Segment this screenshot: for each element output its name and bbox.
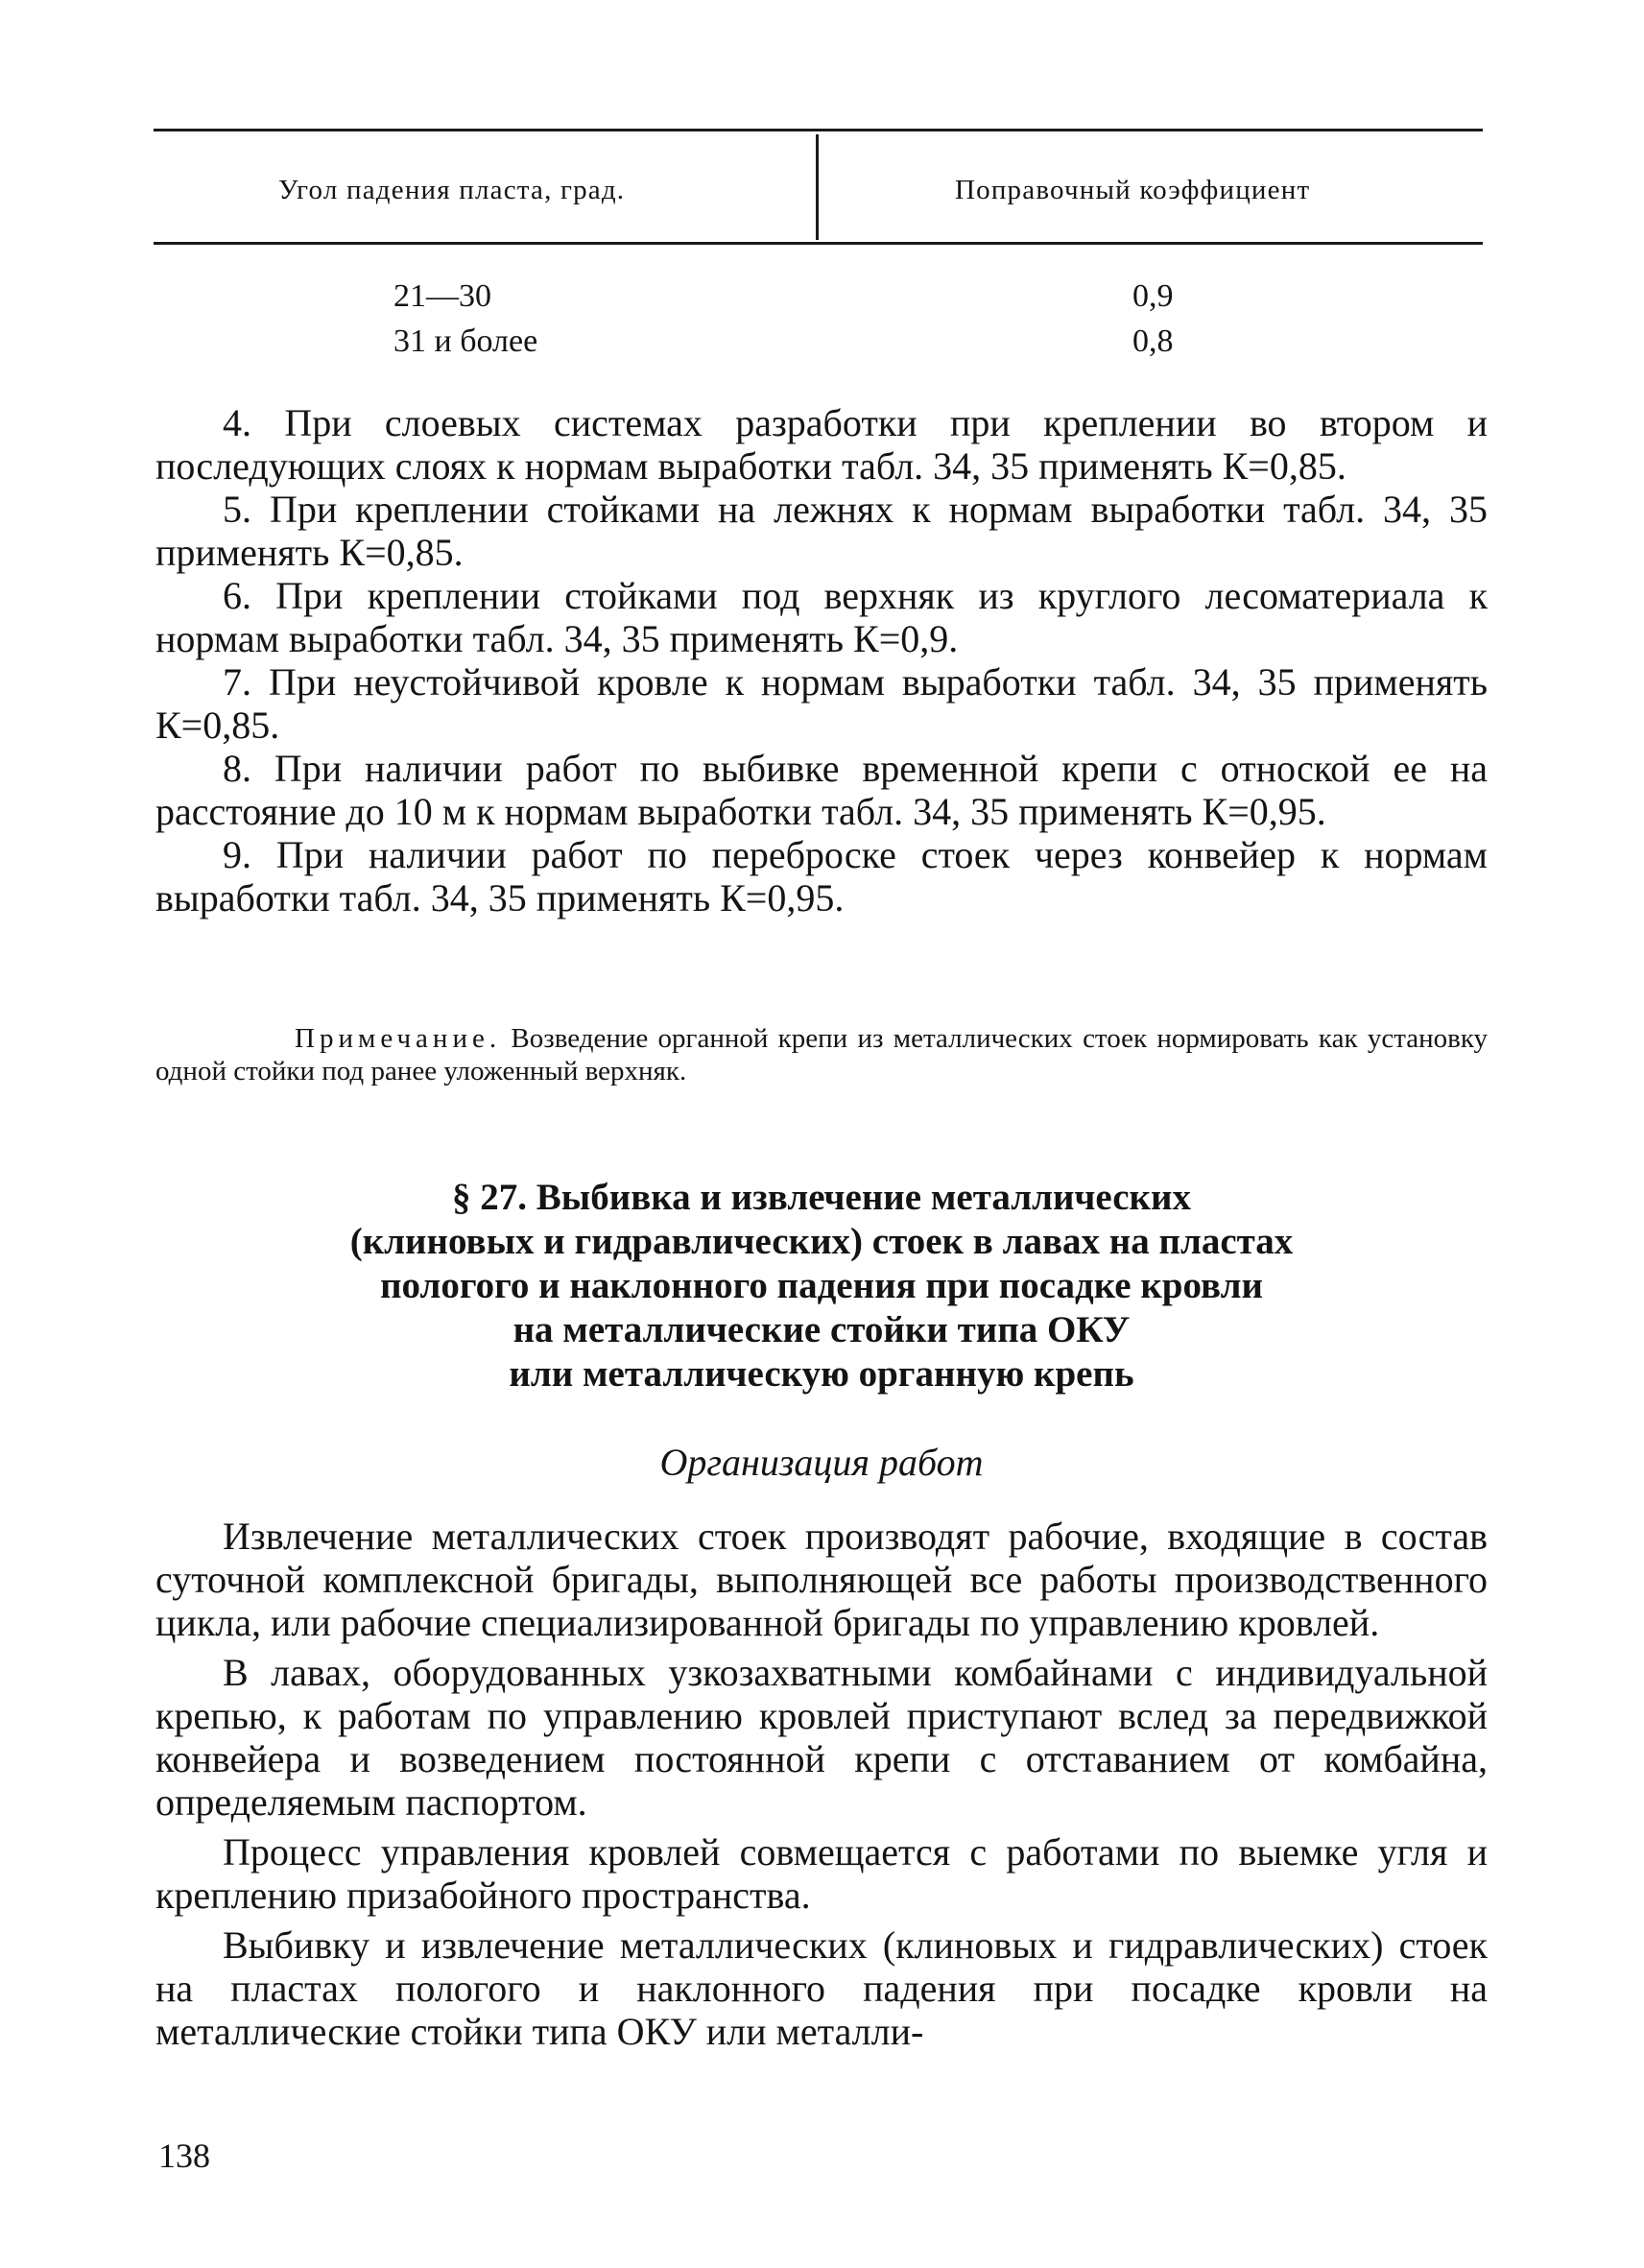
table-cell-angle: 21—30 <box>393 278 491 314</box>
numbered-items <box>155 401 1488 919</box>
section-subtitle: Организация работ <box>659 1441 984 1484</box>
table-top-rule <box>154 129 1483 131</box>
item-8: 8. При наличии работ по выбивке временной крепи с отноской ее на расстояние до 10 м к нормам выработки табл. 34, 35 применять К=0,95. <box>155 747 1488 833</box>
body-paragraph: В лавах, оборудованных узкозахватными комбайнами с индивидуальной крепью, к работам по управлению кровлей приступают вслед за передвижкой конвейера и возведением постоянной крепи с отставанием от комбайна, определяемым паспортом. <box>155 1651 1488 1824</box>
note <box>155 1022 1488 1087</box>
table-cell-angle: 31 и более <box>393 323 538 359</box>
item-4: 4. При слоевых системах разработки при креплении во втором и последующих слоях к нормам выработки табл. 34, 35 применять К=0,85. <box>155 401 1488 488</box>
heading-line: пологого и наклонного падения при посадке кровли <box>380 1265 1263 1306</box>
table-header-angle: Угол падения пласта, град. <box>278 175 626 205</box>
table-header-rule <box>154 242 1483 245</box>
heading-line: на металлические стойки типа ОКУ <box>512 1309 1131 1350</box>
item-6: 6. При креплении стойками под верхняк из круглого лесоматериала к нормам выработки табл. 34, 35 применять К=0,9. <box>155 574 1488 660</box>
table-header-coefficient: Поправочный коэффициент <box>955 175 1311 205</box>
body-paragraph: Процесс управления кровлей совмещается с работами по выемке угля и креплению призабойного пространства. <box>155 1830 1488 1917</box>
table-cell-coefficient: 0,8 <box>1132 323 1174 359</box>
body-text <box>155 1515 1488 2060</box>
note-label: Примечание. <box>295 1023 502 1054</box>
body-paragraph: Извлечение металлических стоек производят рабочие, входящие в состав суточной комплексной бригады, выполняющей все работы производственного цикла, или рабочие специализированной бригады по управлению кровлей. <box>155 1515 1488 1644</box>
heading-line: или металлическую органную крепь <box>509 1353 1134 1395</box>
note-text: Возведение органной крепи из металлических стоек нормировать как установку одной стойки под ранее уложенный верхняк. <box>155 1023 1489 1086</box>
heading-line: (клиновых и гидравлических) стоек в лавах на пластах <box>349 1221 1294 1262</box>
item-5: 5. При креплении стойками на лежнях к нормам выработки табл. 34, 35 применять К=0,85. <box>155 488 1488 574</box>
table-cell-coefficient: 0,9 <box>1132 278 1174 314</box>
heading-line: § 27. Выбивка и извлечение металлических <box>452 1177 1191 1218</box>
item-7: 7. При неустойчивой кровле к нормам выработки табл. 34, 35 применять К=0,85. <box>155 660 1488 747</box>
page-number: 138 <box>158 2137 210 2175</box>
section-heading <box>155 1176 1488 1397</box>
table-column-divider <box>816 134 819 240</box>
body-paragraph: Выбивку и извлечение металлических (клиновых и гидравлических) стоек на пластах пологого и наклонного падения при посадке кровли на металлические стойки типа ОКУ или металли- <box>155 1923 1488 2053</box>
item-9: 9. При наличии работ по переброске стоек через конвейер к нормам выработки табл. 34, 35 применять К=0,95. <box>155 833 1488 919</box>
